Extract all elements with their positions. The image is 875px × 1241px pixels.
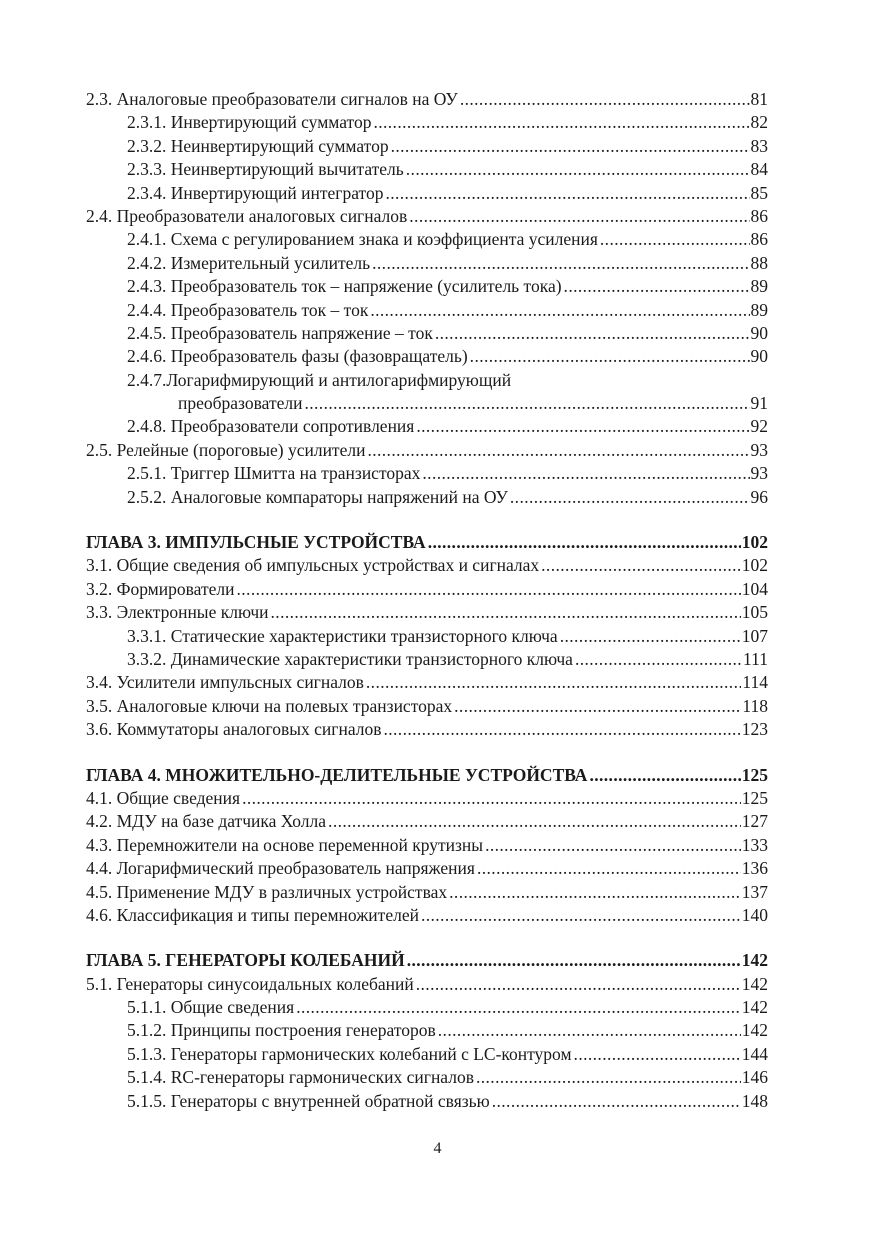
toc-entry[interactable] [86,578,768,601]
toc-entry-title: Перемножители на основе переменной крутизны [116,834,484,855]
toc-entry[interactable] [86,415,768,438]
toc-entry-page: 123 [741,719,768,740]
toc-entry-number: 3.4. [86,672,113,693]
toc-entry[interactable] [86,205,768,228]
dot-leader [541,554,741,577]
toc-entry-number: 2.4.7. [127,369,167,390]
toc-entry-page: 146 [741,1067,768,1088]
toc-entry-number: 2.4.2. [127,252,167,273]
toc-entry-title: Схема с регулированием знака и коэффициента усиления [170,229,598,250]
toc-entry-number: 3.6. [86,719,113,740]
dot-leader [477,857,741,880]
toc-entry-title: Преобразователь напряжение – ток [170,322,433,343]
toc-entry-number: 3.3.1. [127,625,167,646]
table-of-contents [86,88,768,1113]
toc-entry[interactable] [86,1019,768,1042]
toc-entry-title: ИМПУЛЬСНЫЕ УСТРОЙСТВА [165,532,426,553]
toc-entry-number: 2.4. [86,205,113,226]
dot-leader [304,392,749,415]
toc-entry-title-continuation: преобразователи [178,393,303,414]
dot-leader [574,1043,741,1066]
toc-entry-continuation[interactable] [86,392,768,415]
toc-entry[interactable] [86,1043,768,1066]
dot-leader [428,531,741,554]
toc-entry-number: 4.1. [86,787,113,808]
dot-leader [435,322,750,345]
toc-entry-page: 102 [741,532,768,553]
toc-entry[interactable] [86,904,768,927]
toc-entry-page: 140 [741,904,768,925]
toc-entry[interactable] [86,810,768,833]
toc-entry-number: 3.1. [86,555,113,576]
toc-entry-title: Аналоговые преобразователи сигналов на ОУ [116,89,458,109]
dot-leader [372,252,749,275]
toc-entry-title: Генераторы гармонических колебаний с LC-контуром [170,1043,572,1064]
toc-entry-number: 5.1.4. [127,1067,167,1088]
toc-entry-page: 96 [750,486,768,507]
toc-entry-title: Принципы построения генераторов [170,1020,436,1041]
toc-entry-title: МНОЖИТЕЛЬНО-ДЕЛИТЕЛЬНЫЕ УСТРОЙСТВА [165,764,588,785]
toc-entry-page: 89 [750,299,768,320]
dot-leader [416,415,749,438]
toc-entry-title: Инвертирующий интегратор [170,182,384,203]
toc-entry-page: 148 [741,1090,768,1111]
toc-entry-page: 125 [741,764,768,785]
toc-entry-number: 2.4.8. [127,416,167,437]
toc-entry-number: 2.4.4. [127,299,167,320]
toc-entry-title: МДУ на базе датчика Холла [116,811,327,832]
dot-leader [237,578,741,601]
toc-entry-page: 104 [741,578,768,599]
toc-entry-page: 142 [741,950,768,971]
dot-leader [492,1090,741,1113]
toc-entry[interactable] [86,486,768,509]
toc-entry-title: Триггер Шмитта на транзисторах [170,463,421,484]
dot-leader [406,158,750,181]
toc-chapter-heading[interactable] [86,949,768,972]
toc-entry[interactable] [86,252,768,275]
dot-leader [385,182,749,205]
toc-entry-number: 5.1. [86,973,113,994]
toc-entry-page: 133 [741,834,768,855]
toc-entry[interactable] [86,1090,768,1113]
toc-entry[interactable] [86,439,768,462]
toc-entry-number: ГЛАВА 3. [86,532,161,553]
toc-entry-title: Аналоговые компараторы напряжений на ОУ [170,486,508,507]
toc-entry-number: 3.5. [86,695,113,716]
dot-leader [470,345,750,368]
dot-leader [564,275,750,298]
toc-entry-title: Статические характеристики транзисторного ключа [170,625,558,646]
toc-entry-title: Преобразователи аналоговых сигналов [116,205,408,226]
toc-entry-page: 105 [741,602,768,623]
toc-entry-number: ГЛАВА 5. [86,950,161,971]
toc-entry[interactable] [86,718,768,741]
toc-entry-number: 2.3.2. [127,135,167,156]
toc-entry-page: 107 [741,625,768,646]
toc-entry-title: Логарифмический преобразователь напряжения [116,858,475,879]
toc-entry[interactable] [86,625,768,648]
toc-entry-title: Неинвертирующий сумматор [170,135,389,156]
dot-leader [438,1019,741,1042]
toc-entry-number: 2.5.2. [127,486,167,507]
toc-entry[interactable] [86,996,768,1019]
toc-entry-number: 4.2. [86,811,113,832]
toc-entry[interactable] [86,671,768,694]
dot-leader [422,462,749,485]
toc-entry-title: Общие сведения об импульсных устройствах и сигналах [116,555,540,576]
toc-entry[interactable] [86,881,768,904]
dot-leader [370,299,749,322]
dot-leader [242,787,741,810]
toc-entry-page: 125 [741,787,768,808]
toc-entry-page: 90 [750,322,768,343]
dot-leader [476,1066,741,1089]
dot-leader [575,648,742,671]
dot-leader [421,904,741,927]
toc-entry-title: Измерительный усилитель [170,252,371,273]
dot-leader [510,486,750,509]
toc-entry-page: 111 [743,648,768,669]
toc-entry-title: Электронные ключи [116,602,269,623]
dot-leader [407,949,741,972]
toc-entry-title: Общие сведения [116,787,241,808]
toc-entry[interactable] [86,787,768,810]
dot-leader [560,625,741,648]
toc-entry[interactable] [86,322,768,345]
toc-entry-title: Генераторы синусоидальных колебаний [116,973,414,994]
dot-leader [416,973,741,996]
dot-leader [391,135,750,158]
dot-leader [328,810,741,833]
toc-entry-page: 142 [741,997,768,1018]
toc-entry-number: 2.3.4. [127,182,167,203]
toc-entry-page: 136 [741,858,768,879]
toc-entry[interactable] [86,369,768,392]
toc-entry[interactable] [86,299,768,322]
toc-entry-page: 118 [742,695,768,716]
toc-entry-page: 90 [750,346,768,367]
dot-leader [366,671,742,694]
toc-entry-number: ГЛАВА 4. [86,764,161,785]
toc-entry-page: 85 [750,182,768,203]
toc-entry-number: 5.1.5. [127,1090,167,1111]
toc-entry-number: 2.4.5. [127,322,167,343]
dot-leader [449,881,741,904]
toc-entry-number: 2.5. [86,439,113,460]
toc-entry-title: Динамические характеристики транзисторного ключа [170,648,573,669]
toc-entry-page: 82 [750,112,768,133]
dot-leader [373,111,749,134]
toc-entry-title: Преобразователь фазы (фазовращатель) [170,346,468,367]
toc-entry-number: 4.4. [86,858,113,879]
toc-entry-page: 142 [741,1020,768,1041]
toc-entry[interactable] [86,648,768,671]
toc-entry-number: 2.3.1. [127,112,167,133]
toc-entry-page: 127 [741,811,768,832]
toc-entry-page: 84 [750,159,768,180]
dot-leader [409,205,749,228]
toc-entry-page: 93 [750,463,768,484]
toc-entry-title: Формирователи [116,578,235,599]
toc-entry[interactable] [86,228,768,251]
toc-entry-title: Релейные (пороговые) усилители [116,439,366,460]
toc-entry[interactable] [86,834,768,857]
toc-entry-page: 86 [750,205,768,226]
toc-entry[interactable] [86,857,768,880]
toc-entry[interactable] [86,554,768,577]
dot-leader [296,996,741,1019]
page-number: 4 [433,1140,442,1157]
dot-leader [485,834,741,857]
toc-entry-number: 3.3.2. [127,648,167,669]
toc-entry-title: Генераторы с внутренней обратной связью [170,1090,490,1111]
toc-entry-number: 5.1.2. [127,1020,167,1041]
toc-chapter-heading[interactable] [86,531,768,554]
toc-entry-page: 83 [750,135,768,156]
toc-entry-page: 89 [750,276,768,297]
dot-leader [454,695,741,718]
toc-entry-number: 2.3. [86,89,113,109]
toc-entry[interactable] [86,601,768,624]
toc-entry-title: Усилители импульсных сигналов [116,672,364,693]
toc-entry[interactable] [86,462,768,485]
toc-entry-number: 4.6. [86,904,113,925]
toc-entry-number: 2.4.3. [127,276,167,297]
toc-entry[interactable] [86,695,768,718]
toc-entry-number: 3.2. [86,578,113,599]
toc-entry-page: 92 [750,416,768,437]
toc-entry-title: Коммутаторы аналоговых сигналов [116,719,382,740]
toc-entry-number: 4.5. [86,881,113,902]
toc-entry-title: RC-генераторы гармонических сигналов [170,1067,474,1088]
toc-chapter-heading[interactable] [86,764,768,787]
toc-entry-page: 86 [750,229,768,250]
dot-leader [367,439,749,462]
toc-entry-page: 144 [741,1043,768,1064]
toc-entry-title: Общие сведения [170,997,295,1018]
toc-entry[interactable] [86,88,768,111]
toc-entry-title: Применение МДУ в различных устройствах [116,881,448,902]
dot-leader [383,718,740,741]
toc-entry-number: 2.4.6. [127,346,167,367]
toc-entry-page: 93 [750,439,768,460]
toc-entry-number: 5.1.1. [127,997,167,1018]
toc-entry-title: Инвертирующий сумматор [170,112,372,133]
toc-entry-number: 2.4.1. [127,229,167,250]
dot-leader [460,88,750,111]
toc-entry-number: 4.3. [86,834,113,855]
toc-entry-page: 114 [742,672,768,693]
toc-entry-page: 142 [741,973,768,994]
toc-entry-title: Преобразователь ток – напряжение (усилитель тока) [170,276,562,297]
toc-entry-title: Преобразователь ток – ток [170,299,369,320]
toc-entry-title: Логарифмирующий и антилогарифмирующий [166,369,512,390]
toc-entry-title: Неинвертирующий вычитатель [170,159,404,180]
toc-entry-page: 81 [750,89,768,109]
toc-entry-number: 3.3. [86,602,113,623]
toc-entry-page: 91 [750,393,768,414]
toc-entry[interactable] [86,182,768,205]
toc-entry-number: 5.1.3. [127,1043,167,1064]
toc-entry[interactable] [86,158,768,181]
toc-entry-number: 2.3.3. [127,159,167,180]
toc-entry-title: Аналоговые ключи на полевых транзисторах [116,695,453,716]
toc-entry-title: ГЕНЕРАТОРЫ КОЛЕБАНИЙ [165,950,405,971]
toc-entry[interactable] [86,275,768,298]
toc-entry[interactable] [86,135,768,158]
toc-entry-page: 88 [750,252,768,273]
toc-entry-page: 137 [741,881,768,902]
dot-leader [589,764,740,787]
toc-entry-number: 2.5.1. [127,463,167,484]
toc-entry-page: 102 [741,555,768,576]
toc-entry-title: Классификация и типы перемножителей [116,904,419,925]
toc-entry-title: Преобразователи сопротивления [170,416,415,437]
toc-entry[interactable] [86,973,768,996]
dot-leader [600,228,750,251]
toc-entry[interactable] [86,1066,768,1089]
toc-entry[interactable] [86,111,768,134]
dot-leader [271,601,741,624]
toc-entry[interactable] [86,345,768,368]
